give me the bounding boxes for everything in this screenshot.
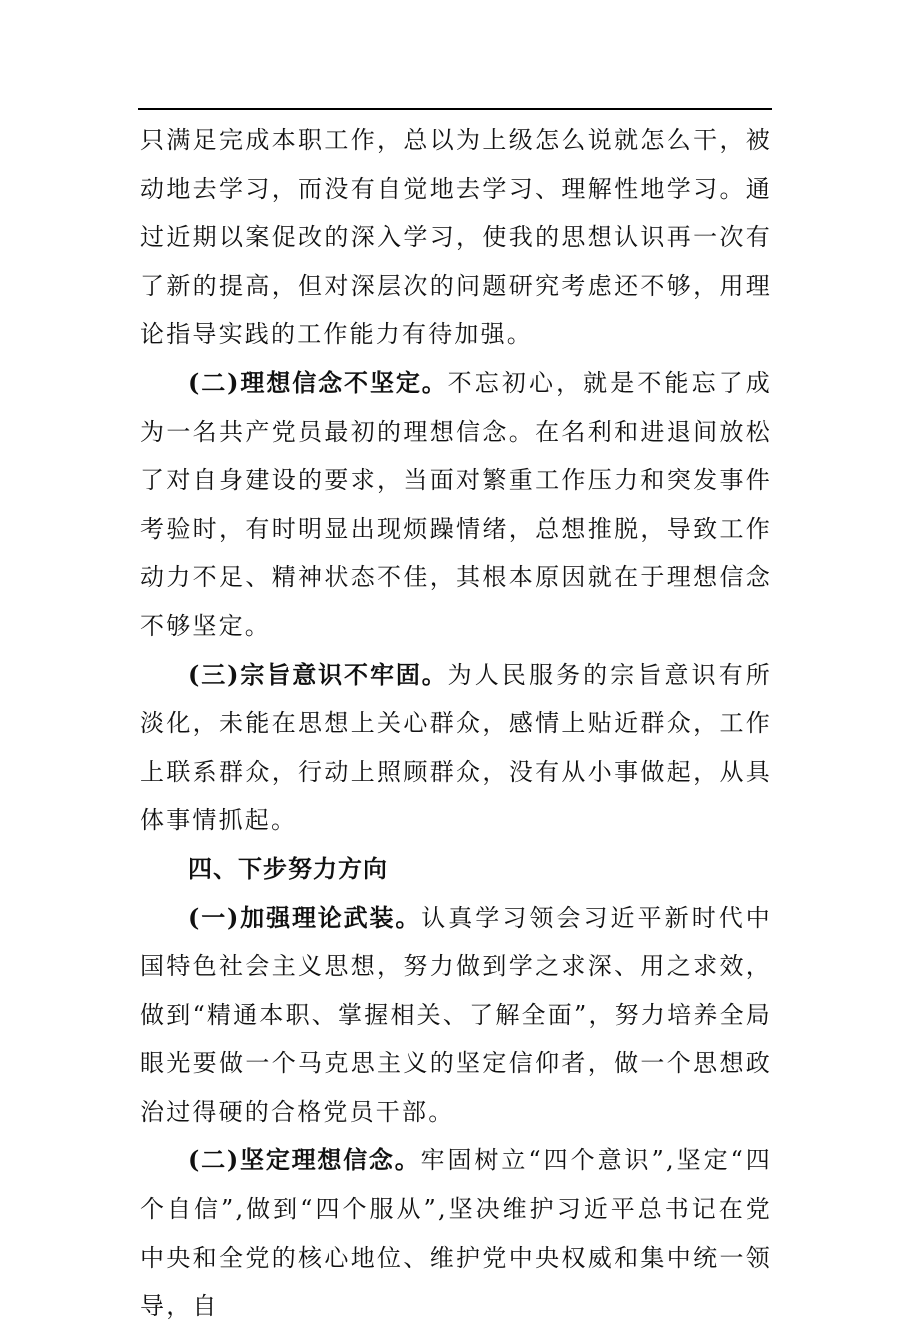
paragraph-theory <box>140 894 772 1137</box>
paragraph-text: 认真学习领会习近平新时代中国特色社会主义思想，努力做到学之求深、用之求效，做到“精通本职、掌握相关、了解全面”，努力培养全局眼光要做一个马克思主义的坚定信仰者，做一个思想政治过得硬的合格党员干部。 <box>140 903 772 1126</box>
paragraph-lead: (二)理想信念不坚定。 <box>188 367 448 397</box>
paragraph-lead: (二)坚定理想信念。 <box>188 1145 421 1175</box>
paragraph-text: 不忘初心，就是不能忘了成为一名共产党员最初的理想信念。在名利和进退间放松了对自身建设的要求，当面对繁重工作压力和突发事件考验时，有时明显出现烦躁情绪，总想推脱，导致工作动力不足、精神状态不佳，其根本原因就在于理想信念不够坚定。 <box>140 368 772 640</box>
paragraph-text: 为人民服务的宗旨意识有所淡化，未能在思想上关心群众，感情上贴近群众，工作上联系群众，行动上照顾群众，没有从小事做起，从具体事情抓起。 <box>140 660 772 835</box>
paragraph-lead: (三)宗旨意识不牢固。 <box>188 659 448 689</box>
header-rule <box>138 108 772 110</box>
paragraph-text: 牢固树立“四个意识”,坚定“四个自信”,做到“四个服从”,坚决维护习近平总书记在党中央和全党的核心地位、维护党中央权威和集中统一领导，自 <box>140 1146 772 1321</box>
paragraph-beliefs <box>140 1136 772 1330</box>
paragraph-ideals <box>140 359 772 651</box>
paragraph-purpose <box>140 651 772 845</box>
section-heading: 四、下步努力方向 <box>188 853 388 883</box>
document-body <box>140 116 772 1331</box>
paragraph-lead: (一)加强理论武装。 <box>188 902 422 932</box>
paragraph-text: 只满足完成本职工作，总以为上级怎么说就怎么干，被动地去学习，而没有自觉地去学习、理解性地学习。通过近期以案促改的深入学习，使我的思想认识再一次有了新的提高，但对深层次的问题研究考虑还不够，用理论指导实践的工作能力有待加强。 <box>140 126 772 349</box>
paragraph-continuation <box>140 116 772 359</box>
